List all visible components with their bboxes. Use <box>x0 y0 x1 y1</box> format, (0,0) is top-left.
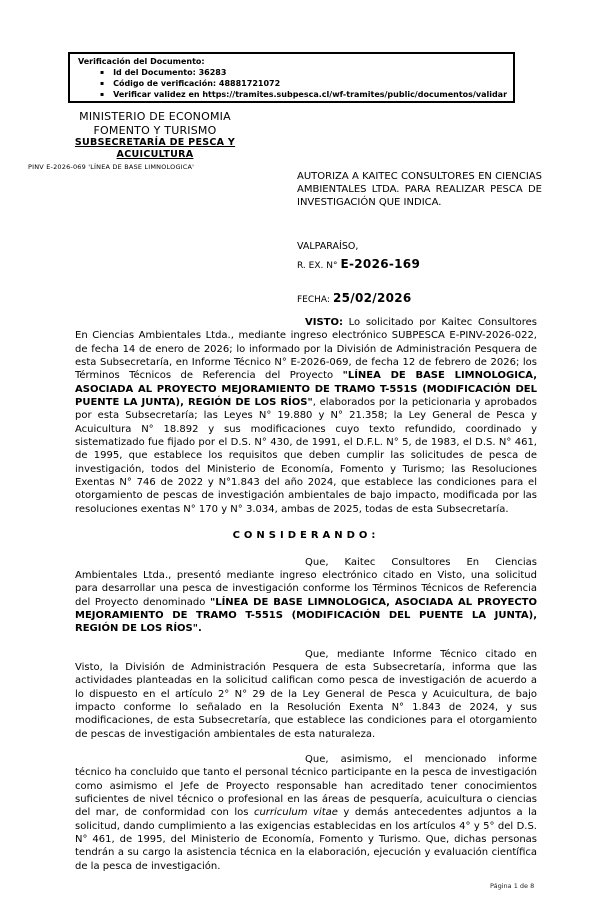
verification-item-url: ▪ Verificar validez en https://tramites.subpesca.cl/wf-tramites/public/documentos/validar <box>100 90 509 101</box>
considerando-paragraph-3 <box>75 753 537 873</box>
verification-box-title: Verificación del Documento: <box>78 57 205 66</box>
resolution-date-value: 25/02/2026 <box>332 291 412 305</box>
resolution-meta <box>297 241 420 307</box>
considerando-1-text: Que, Kaitec Consultores En Ciencias Ambientales Ltda., presentó mediante ingreso electrónico citado en Visto, una solicitud para desarrollar una pesca de investigación conforme los Términos Técnicos de Referencia del Proyecto denominado <box>75 556 537 608</box>
verification-item-list <box>78 68 509 101</box>
verification-item-document-id: ▪ Id del Documento: 36283 <box>100 68 509 79</box>
considerando-1-project-title: "LÍNEA DE BASE LIMNOLOGICA, ASOCIADA AL PROYECTO MEJORAMIENTO DE TRAMO T-551S (MODIFICACIÓN DEL PUENTE LA JUNTA), REGIÓN DE LOS RÍOS". <box>75 596 537 635</box>
visto-text-part1: Lo solicitado por Kaitec Consultores En Ciencias Ambientales Ltda., mediante ingreso electrónico SUBPESCA E-PINV-2026-022, de fecha 14 de enero de 2026; lo informado por la División de Administración Pesquera de esta Subsecretaría, en Informe Técnico N° E-2026-069, de fecha 12 de febrero de 2026; los Términos Técnicos de Referencia del Proyecto <box>75 317 537 382</box>
visto-label: VISTO: <box>305 317 343 328</box>
ministry-name-line1: MINISTERIO DE ECONOMIA <box>79 110 231 123</box>
resolution-number-value: E-2026-169 <box>340 257 421 271</box>
resolution-city: VALPARAÍSO, <box>297 241 359 252</box>
resolution-body <box>75 316 537 885</box>
resolution-number <box>297 257 420 273</box>
considerando-paragraph-2: Que, mediante Informe Técnico citado en Visto, la División de Administración Pesquera de esta Subsecretaría, informa que las actividades planteadas en la solicitud califican como pesca de investigación de acuerdo a lo dispuesto en el artículo 2° N° 29 de la Ley General de Pesca y Acuicultura, de bajo impacto conforme lo señalado en la Resolución Exenta N° 1.843 de 2024, y sus modificaciones, de esta Subsecretaría, que establece las condiciones para el otorgamiento de pescas de investigación ambientales de esta naturaleza. <box>75 648 537 740</box>
pinv-reference: PINV E-2026-069 'LÍNEA DE BASE LIMNOLOGICA' <box>28 163 195 171</box>
verification-box <box>68 52 515 103</box>
resolution-subject: AUTORIZA A KAITEC CONSULTORES EN CIENCIAS AMBIENTALES LTDA. PARA REALIZAR PESCA DE INVESTIGACIÓN QUE INDICA. <box>297 171 542 209</box>
resolution-date-label: FECHA: <box>297 295 330 305</box>
subsecretaria-line2: ACUICULTURA <box>116 149 194 160</box>
considerando-3-text-part2: y demás antecedentes adjuntos a la solicitud, dando cumplimiento a las exigencias establecidas en los artículos 4° y 5° del D.S. N° 461, de 1995, del Ministerio de Economía, Fomento y Turismo. Que, dichas personas tendrán a su cargo la asistencia técnica en la elaboración, ejecución y evaluación científica de la pesca de investigación. <box>75 807 538 872</box>
resolution-date <box>297 291 420 307</box>
considerando-3-text-part1: Que, asimismo, el mencionado informe técnico ha concluido que tanto el personal técnico participante en la pesca de investigación como asimismo el Jefe de Proyecto responsable han acreditado tener conocimientos suficientes de nivel técnico o profesional en las áreas de pesquería, acuicultura o ciencias del mar, de conformidad con los <box>75 753 537 819</box>
visto-paragraph <box>75 316 537 516</box>
considerando-paragraph-1 <box>75 556 537 636</box>
ministry-name-line2: FOMENTO Y TURISMO <box>93 123 217 137</box>
visto-project-title: "LÍNEA DE BASE LIMNOLOGICA, ASOCIADA AL PROYECTO MEJORAMIENTO DE TRAMO T-551S (MODIFICACIÓN DEL PUENTE LA JUNTA), REGIÓN DE LOS RÍOS" <box>75 370 537 409</box>
considerando-3-curriculum-vitae: curriculum vitae <box>253 807 338 819</box>
page-number: Página 1 de 8 <box>490 882 535 890</box>
letterhead <box>28 110 282 171</box>
subsecretaria-line1: SUBSECRETARÍA DE PESCA Y <box>74 137 236 148</box>
visto-text-part2: , elaborados por la peticionaria y aprobados por esta Subsecretaría; las Leyes N° 19.880 y N° 21.358; la Ley General de Pesca y Acuicultura N° 18.892 y sus modificaciones cuyo texto refundido, coordinado y sistematizado fue fijado por el D.S. N° 430, de 1991, el D.F.L. N° 5, de 1983, el D.S. N° 461, de 1995, que establece los requisitos que deben cumplir las solicitudes de pesca de investigación, todos del Ministerio de Economía, Fomento y Turismo; las Resoluciones Exentas N° 746 de 2022 y N°1.843 del año 2024, que establece las condiciones para el otorgamiento de pescas de investigación ambientales de bajo impacto, modificada por las resoluciones exentas N° 170 y N° 3.034, ambas de 2025, todas de esta Subsecretaría. <box>75 397 537 515</box>
resolution-number-label: R. EX. N° <box>297 261 338 271</box>
considerando-heading: CONSIDERANDO: <box>232 530 380 542</box>
verification-item-code: ▪ Código de verificación: 48881721072 <box>100 79 509 90</box>
